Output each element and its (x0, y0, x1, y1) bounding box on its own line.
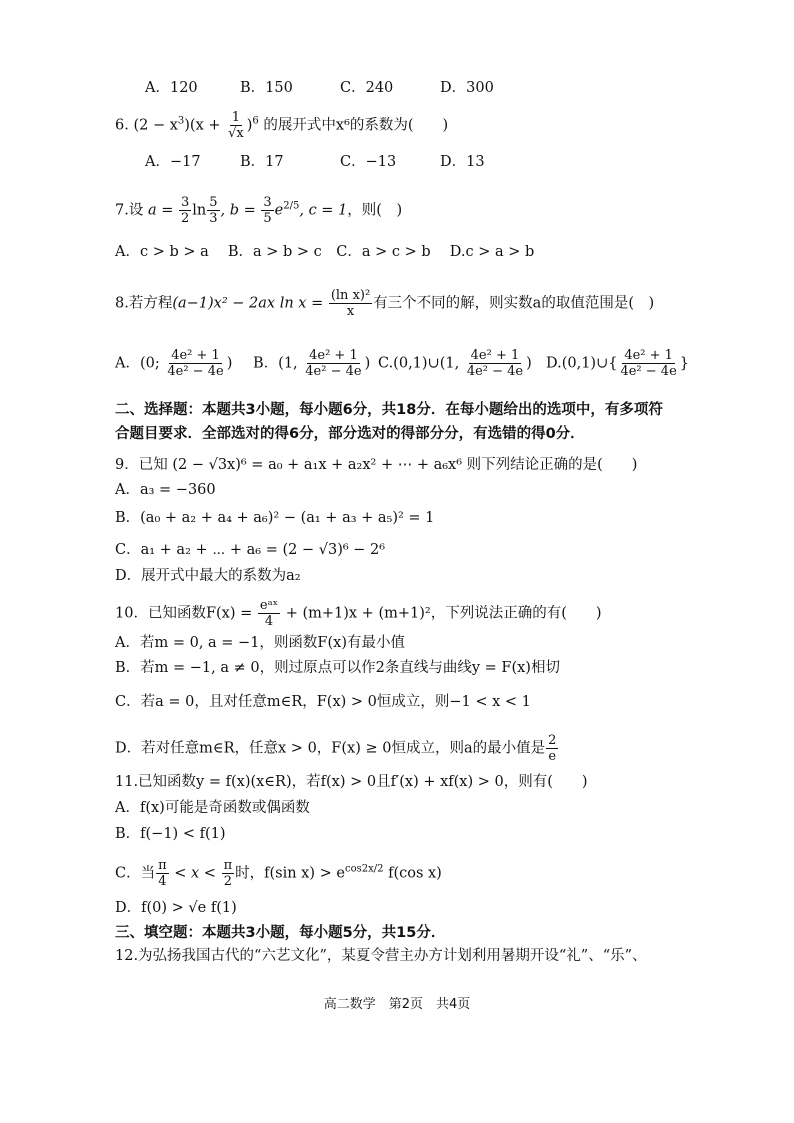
q6-option-d: D．13 (440, 154, 485, 170)
q10-d-frac: $\frac{2}{e}$ (548, 733, 557, 764)
q10-option-a: A．若m = 0, a = −1，则函数F(x)有最小值 (115, 635, 405, 651)
q9-stem: 9．已知 (2 − √3x)⁶ = a₀ + a₁x + a₂x² + ⋯ + a₆x⁶ 则下列结论正确的是( ) (115, 457, 638, 473)
q8-text-start: 若方程 (128, 295, 173, 312)
q6-option-c: C．−13 (340, 154, 397, 170)
q7-stem (115, 195, 402, 226)
q9-option-b: B．(a₀ + a₂ + a₄ + a₆)² − (a₁ + a₃ + a₅)² = 1 (115, 510, 435, 526)
q6-exponent: 6 (252, 115, 259, 127)
q8-options (115, 348, 689, 379)
section2-line1: 二、选择题：本题共3小题，每小题6分，共18分．在每小题给出的选项中，有多项符 (115, 402, 663, 418)
q10-frac: $\frac{\text{eᵃˣ}}{4}$ (259, 598, 279, 629)
q7-text-start: 设 (128, 202, 144, 219)
q8-number: 8. (115, 295, 129, 312)
q11-option-d: D．f(0) > √e f(1) (115, 900, 237, 916)
q11-option-a: A．f(x)可能是奇函数或偶函数 (115, 800, 310, 816)
q6-expr-mid: )(x + (184, 117, 226, 134)
section3-heading: 三、填空题：本题共3小题，每小题5分，共15分． (115, 925, 446, 941)
q11-stem: 11.已知函数y = f(x)(x∈R)，若f(x) > 0且f′(x) + xf(x) > 0，则有( ) (115, 774, 588, 790)
q10-stem-start: 10．已知函数F(x) = (115, 605, 257, 622)
q7-a-frac2: $\frac{5}{3}$ (209, 195, 218, 226)
q8-option-a: A．(0; $\frac{\text{4e² + 1}}{\text{4e² − 4e}}$ ) (115, 348, 233, 379)
q10-option-b: B．若m = −1, a ≠ 0，则过原点可以作2条直线与曲线y = F(x)相切 (115, 660, 560, 676)
q7-b-frac: $\frac{3}{5}$ (263, 195, 272, 226)
q9-option-d: D．展开式中最大的系数为a₂ (115, 568, 301, 584)
q8-option-d: D.(0,1)∪{ $\frac{\text{4e² + 1}}{\text{4e² − 4e}}$ } (546, 348, 690, 379)
q7-b-exp: 2/5 (283, 200, 300, 212)
q9-option-c: C．a₁ + a₂ + ⋯ + a₆ = (2 − √3)⁶ − 2⁶ (115, 542, 386, 558)
q7-a-frac: $\frac{3}{2}$ (180, 195, 190, 226)
q8-lhs: (a−1)x² − 2ax ln x = (172, 295, 328, 312)
q11-option-c: C．当 $\frac{\pi}{4}$ < x < $\frac{\pi}{2}$ 时，f(sin $x) > e^{cos2x/2}$ f(cos x) (115, 858, 442, 889)
q5-option-a: A．120 (145, 80, 198, 96)
section2-line2: 合题目要求．全部选对的得6分，部分选对的得部分分，有选错的得0分． (115, 426, 585, 442)
q6-expr-prefix: (2 − x (133, 117, 178, 134)
q9-option-a: A．a₃ = −360 (115, 482, 216, 498)
q5-option-c: C．240 (340, 80, 394, 96)
q7-c-expr: , c = 1 (299, 202, 348, 219)
q8-option-b: B．(1, $\frac{\text{4e² + 1}}{\text{4e² − 4e}}$ ) (253, 348, 371, 379)
q6-option-b: B．17 (240, 154, 284, 170)
q5-options (145, 78, 494, 98)
q6-text: 的展开式中x⁶的系数为( ) (263, 117, 449, 134)
q7-number: 7. (115, 202, 129, 219)
q5-option-d: D．300 (440, 80, 494, 96)
q8-option-c: C.(0,1)∪(1, $\frac{\text{4e² + 1}}{\text{4e² − 4e}}$ ) (378, 348, 532, 379)
q12-stem: 12.为弘扬我国古代的“六艺文化”，某夏令营主办方计划利用暑期开设“礼”、“乐”、 (115, 948, 647, 964)
q11-option-b: B．f(−1) < f(1) (115, 826, 226, 842)
q7-b-expr: , b = (220, 202, 261, 219)
q7-text-end: ，则( ) (347, 202, 403, 219)
q5-option-b: B．150 (240, 80, 293, 96)
q6-number: 6. (115, 117, 129, 134)
q10-stem-end: + (m+1)x + (m+1)²，下列说法正确的有( ) (281, 605, 602, 622)
q8-rhs-frac: $\frac{\text{(ln x)²}}{x}$ (330, 288, 371, 319)
q8-stem (115, 288, 654, 319)
q7-options: A．c > b > a B．a > b > c C．a > c > b D.c > a > b (115, 244, 535, 260)
q10-option-c: C．若a = 0，且对任意m∈R，F(x) > 0恒成立，则−1 < x < 1 (115, 694, 531, 710)
q10-stem (115, 598, 602, 629)
q8-text-end: 有三个不同的解，则实数a的取值范围是( ) (373, 295, 655, 312)
page-footer: 高二数学 第2页 共4页 (323, 997, 471, 1012)
q6-fraction: $\frac{1}{√x}$ (228, 110, 244, 141)
q10-option-d: D．若对任意m∈R，任意x > 0，F(x) ≥ 0恒成立，则a的最小值是 $\frac{2}{e}$ (115, 733, 557, 764)
q6-option-a: A．−17 (145, 154, 201, 170)
q7-a-expr: a = (147, 202, 178, 219)
q7-b-e: e (274, 202, 284, 219)
q6-options (145, 152, 485, 172)
q6-stem: 6. $(2 - x^3)(x$ + $\frac{1}{√x}$ )$^6$ 的展开式中x⁶的系数为( ) (115, 110, 449, 141)
q7-ln: ln (192, 202, 207, 219)
